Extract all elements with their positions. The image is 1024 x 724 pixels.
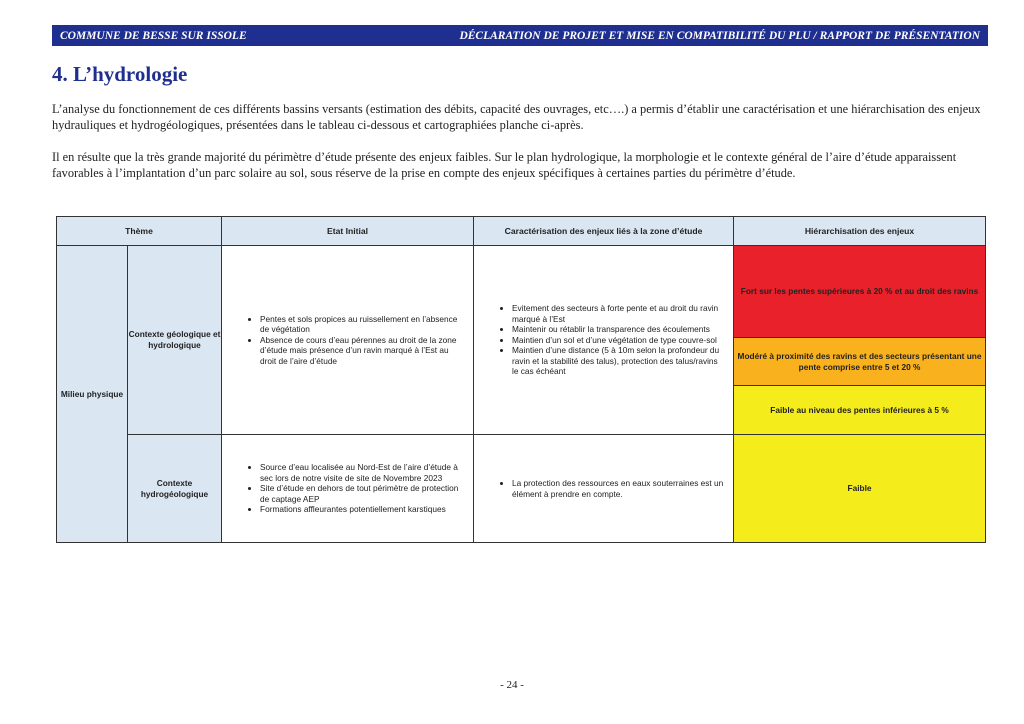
etat-initial-geologique xyxy=(222,246,474,435)
header-commune: COMMUNE DE BESSE SUR ISSOLE xyxy=(60,29,247,42)
enjeux-list-hydrogeologique xyxy=(474,478,733,499)
level-faible-pentes: Faible au niveau des pentes inférieures à 5 % xyxy=(734,386,986,435)
etat-list-hydrogeologique xyxy=(222,462,473,515)
etat-initial-hydrogeologique xyxy=(222,435,474,543)
theme-cell: Milieu physique xyxy=(57,246,128,543)
page-number: - 24 - xyxy=(500,679,524,691)
level-faible: Faible xyxy=(734,435,986,543)
list-item: • La protection des ressources en eaux souterraines est un élément à prendre en compte. xyxy=(512,478,725,499)
header-etat-initial: Etat Initial xyxy=(222,217,474,246)
level-modere: Modéré à proximité des ravins et des secteurs présentant une pente comprise entre 5 et 20 % xyxy=(734,338,986,386)
etat-list-geologique xyxy=(222,314,473,367)
list-item: • Pentes et sols propices au ruissellement en l’absence de végétation xyxy=(260,314,465,335)
paragraph-intro: L’analyse du fonctionnement de ces différents bassins versants (estimation des débits, capacité des ouvrages, etc….) a permis d’établir une caractérisation et une hiérarchisation des enjeux hydrauliques et hydrogéologiques, présentées dans le tableau ci-dessous et cartographiées planche ci-après. xyxy=(52,102,981,132)
table-row xyxy=(57,246,986,338)
list-item: • Maintien d’un sol et d’une végétation de type couvre-sol xyxy=(512,335,725,346)
list-item: • Absence de cours d’eau pérennes au droit de la zone d’étude mais présence d’un ravin marqué à l’Est au droit de l’aire d’étude xyxy=(260,335,465,367)
section-title: 4. L’hydrologie xyxy=(52,62,188,86)
list-item: • Maintien d’une distance (5 à 10m selon la profondeur du ravin et la stabilité des talus), protection des talus/ravins le cas échéant xyxy=(512,345,725,377)
paragraph-result: Il en résulte que la très grande majorité du périmètre d’étude présente des enjeux faibles. Sur le plan hydrologique, la morphologie et le contexte général de l’aire d’étude apparaissent favorables à l’implantation d’un parc solaire au sol, sous réserve de la prise en compte des enjeux spécifiques à certaines parties du périmètre d’étude. xyxy=(52,150,957,180)
list-item: • Source d’eau localisée au Nord-Est de l’aire d’étude à sec lors de notre visite de site de Novembre 2023 xyxy=(260,462,465,483)
subtheme-hydrogeologique: Contexte hydrogéologique xyxy=(128,435,222,543)
list-item: • Maintenir ou rétablir la transparence des écoulements xyxy=(512,324,725,335)
list-item: • Evitement des secteurs à forte pente et au droit du ravin marqué à l’Est xyxy=(512,303,725,324)
level-fort: Fort sur les pentes supérieures à 20 % et au droit des ravins xyxy=(734,246,986,338)
table-header-row xyxy=(57,217,986,246)
list-item: • Site d’étude en dehors de tout périmètre de protection de captage AEP xyxy=(260,483,465,504)
list-item: • Formations affleurantes potentiellement karstiques xyxy=(260,504,465,515)
table-row xyxy=(57,435,986,543)
header-theme: Thème xyxy=(57,217,222,246)
enjeux-list-geologique xyxy=(474,303,733,377)
header-document: DÉCLARATION DE PROJET ET MISE EN COMPATIBILITÉ DU PLU / RAPPORT DE PRÉSENTATION xyxy=(459,29,980,42)
page-header xyxy=(52,25,988,46)
enjeux-hydrogeologique xyxy=(474,435,734,543)
subtheme-geologique: Contexte géologique et hydrologique xyxy=(128,246,222,435)
enjeux-geologique xyxy=(474,246,734,435)
header-caracterisation: Caractérisation des enjeux liés à la zone d’étude xyxy=(474,217,734,246)
hydrology-table xyxy=(56,216,986,543)
header-hierarchisation: Hiérarchisation des enjeux xyxy=(734,217,986,246)
